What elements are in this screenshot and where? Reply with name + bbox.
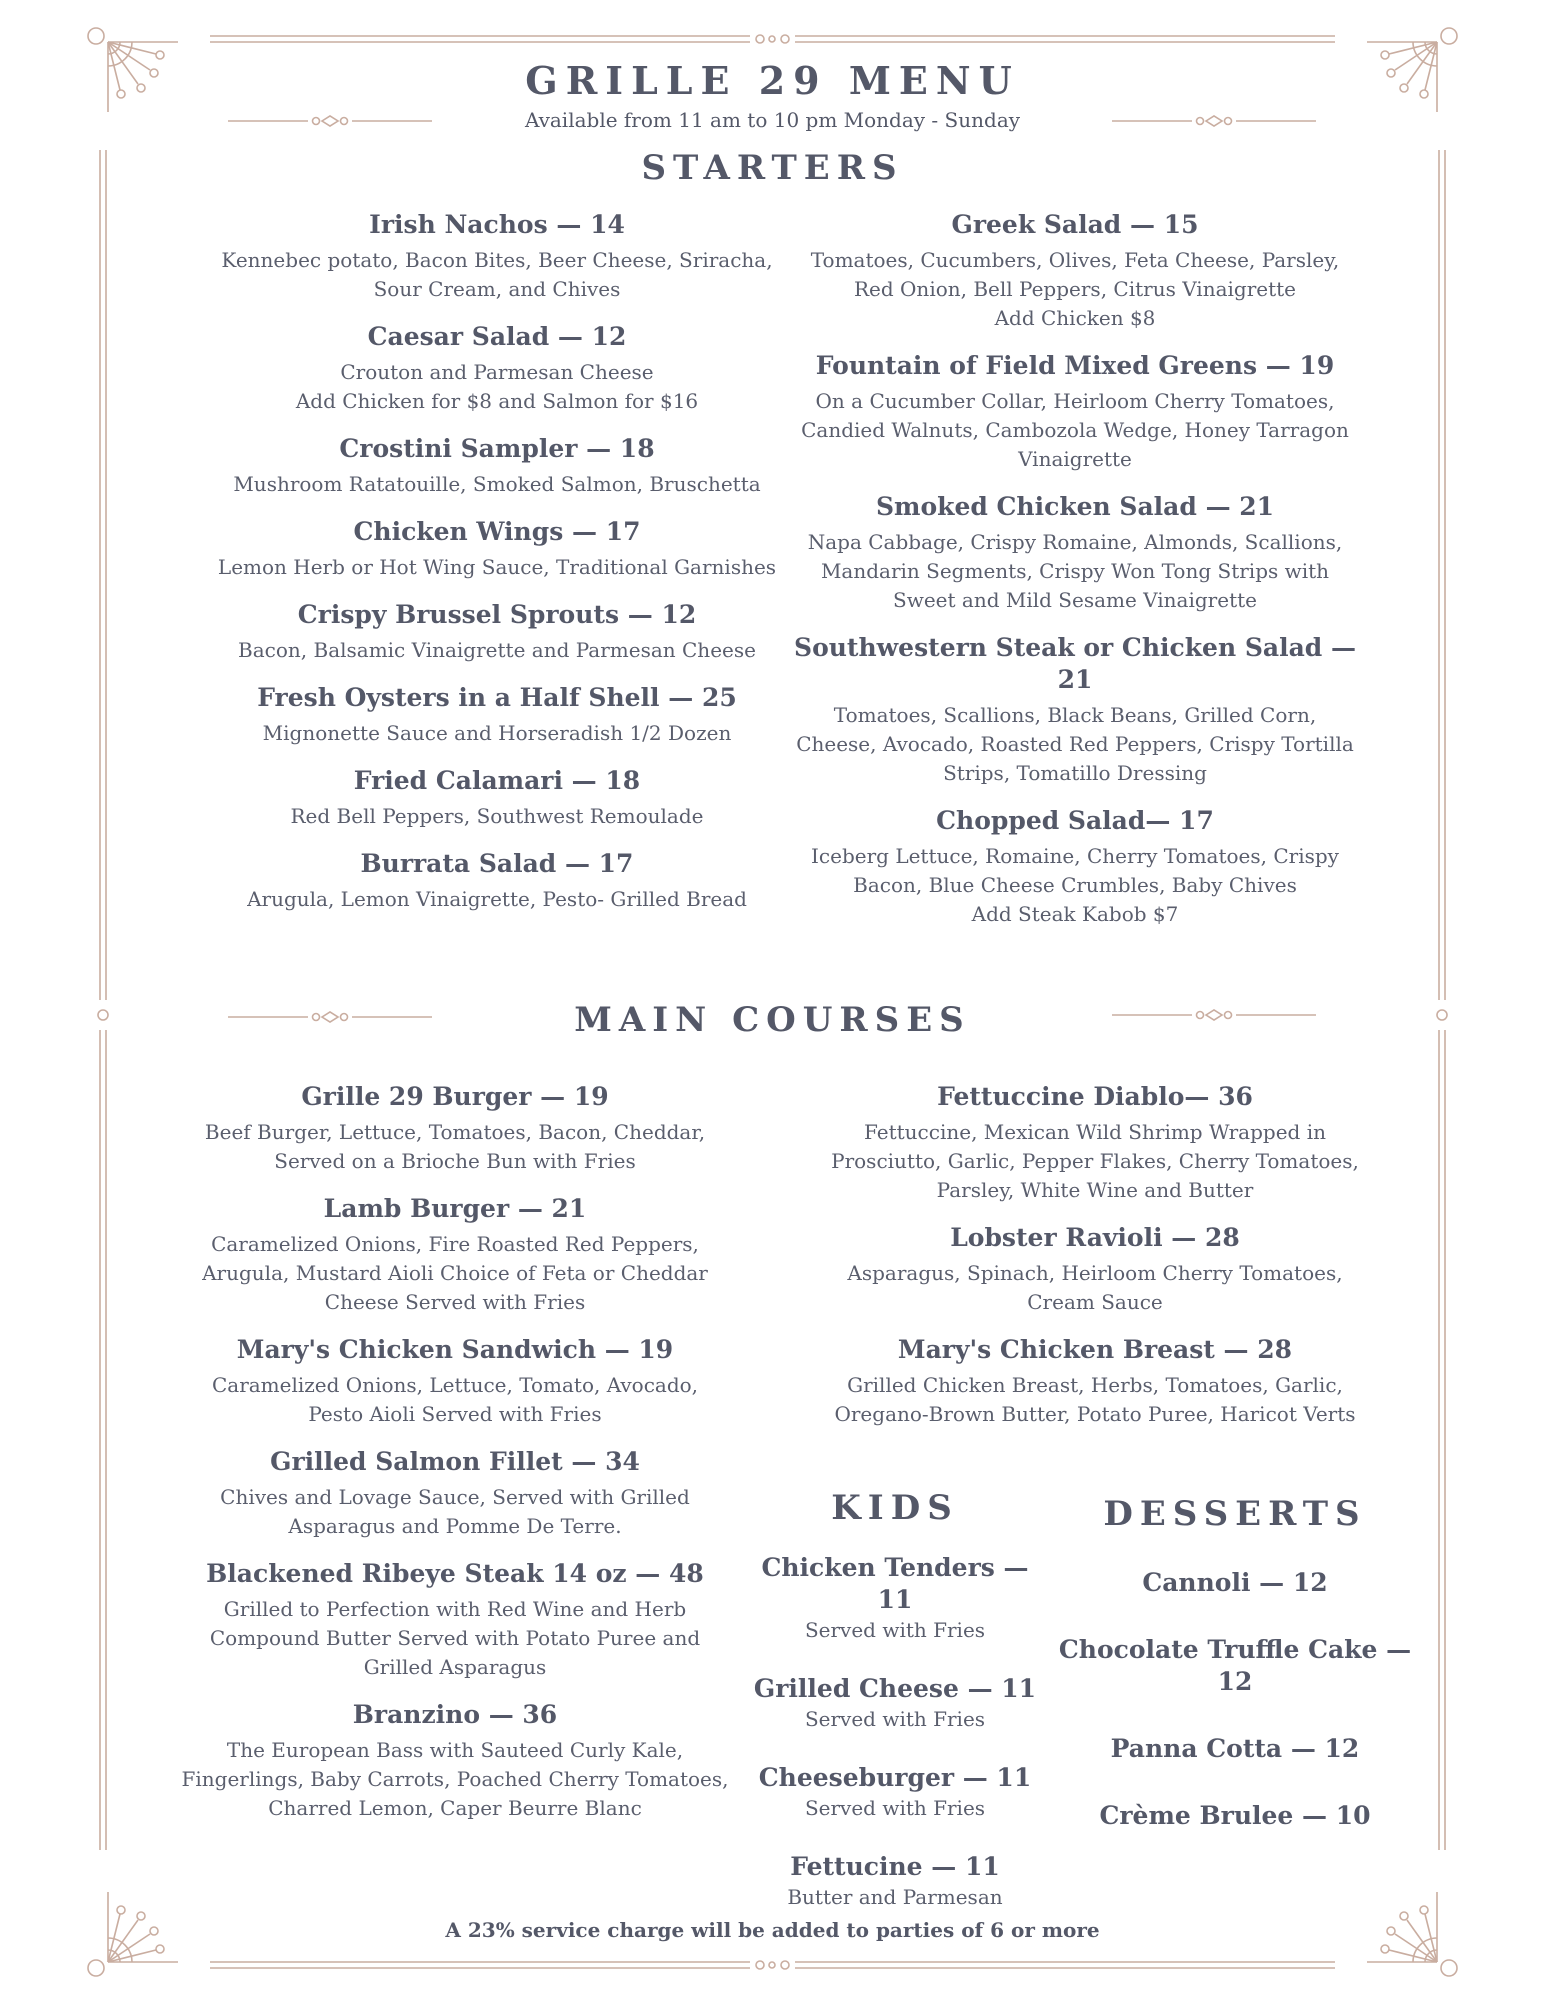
menu-item-name: Crostini Sampler — 18 [339,434,655,463]
menu-item-name: Branzino — 36 [352,1700,558,1729]
description-line: Grilled Chicken Breast, Herbs, Tomatoes, Garlic, [847,1373,1343,1397]
description-line: Parsley, White Wine and Butter [936,1178,1254,1202]
menu-item-name: Grilled Salmon Fillet — 34 [270,1447,640,1476]
description-line: Cheese, Avocado, Roasted Red Peppers, Crispy Tortilla [796,732,1354,756]
description-line: Strips, Tomatillo Dressing [943,761,1207,785]
menu-item [197,682,797,748]
menu-item-description [745,1616,1045,1645]
description-line: Served with Fries [804,1707,986,1731]
menu-item-description [160,1118,750,1176]
description-line: Oregano-Brown Butter, Potato Puree, Haricot Verts [834,1402,1356,1426]
description-line: Beef Burger, Lettuce, Tomatoes, Bacon, Cheddar, [204,1120,706,1144]
menu-item [197,848,797,914]
description-line: Caramelized Onions, Lettuce, Tomato, Avocado, [211,1373,699,1397]
menu-item [160,1558,750,1682]
description-line: Red Onion, Bell Peppers, Citrus Vinaigrette [853,277,1297,301]
description-line: Charred Lemon, Caper Beurre Blanc [268,1796,642,1820]
description-line: Asparagus, Spinach, Heirloom Cherry Tomatoes, [847,1261,1343,1285]
menu-item-description [780,701,1370,788]
description-line: Arugula, Lemon Vinaigrette, Pesto- Grilled Bread [247,887,747,911]
starters-right-column [780,209,1370,946]
menu-item [1045,1634,1425,1698]
kids-column [745,1552,1045,1940]
menu-item-name: Irish Nachos — 14 [369,210,625,239]
description-line: Mushroom Ratatouille, Smoked Salmon, Bruschetta [233,472,761,496]
menu-item [745,1762,1045,1823]
menu-item-description [780,842,1370,929]
menu-item [810,1334,1380,1429]
menu-item [1045,1567,1425,1599]
description-line: Tomatoes, Scallions, Black Beans, Grilled Corn, [833,703,1317,727]
starters-left-column [197,209,797,931]
description-line: Mandarin Segments, Crispy Won Tong Strips with [820,559,1330,583]
description-line: Bacon, Balsamic Vinaigrette and Parmesan Cheese [238,638,756,662]
menu-item-name: Smoked Chicken Salad — 21 [875,492,1275,521]
description-line: The European Bass with Sauteed Curly Kale, [226,1738,684,1762]
menu-item-name: Mary's Chicken Sandwich — 19 [236,1335,674,1364]
menu-item-description [197,470,797,499]
menu-item-name: Grilled Cheese — 11 [753,1674,1037,1703]
menu-item-name: Fried Calamari — 18 [353,766,641,795]
menu-item-description [160,1230,750,1317]
menu-item-name: Caesar Salad — 12 [367,322,627,351]
desserts-column [1045,1567,1425,1867]
menu-item-description [197,636,797,665]
menu-item-description [197,719,797,748]
menu-item [197,433,797,499]
menu-item-description [810,1371,1380,1429]
menu-item [810,1222,1380,1317]
menu-item-description [160,1595,750,1682]
description-line: Mignonette Sauce and Horseradish 1/2 Dozen [262,721,732,745]
description-line: Served on a Brioche Bun with Fries [274,1149,636,1173]
menu-item-name: Greek Salad — 15 [951,210,1199,239]
description-line: Grilled to Perfection with Red Wine and Herb [223,1597,687,1621]
menu-item-name: Burrata Salad — 17 [360,849,634,878]
menu-item-description [810,1118,1380,1205]
menu-item-name: Southwestern Steak or Chicken Salad — 21 [794,633,1356,694]
menu-item-description [197,885,797,914]
menu-item-name: Chopped Salad— 17 [936,806,1214,835]
menu-item [160,1081,750,1176]
menu-item-name: Lamb Burger — 21 [323,1194,587,1223]
description-line: Sour Cream, and Chives [373,277,621,301]
menu-item-description [745,1883,1045,1912]
menu-item [197,599,797,665]
menu-item [197,209,797,304]
desserts-heading: DESSERTS [1103,1494,1367,1534]
menu-item-description [745,1705,1045,1734]
menu-item-name: Chicken Wings — 17 [353,517,641,546]
menu-subtitle: Available from 11 am to 10 pm Monday - Sunday [524,108,1021,132]
description-line: Served with Fries [804,1618,986,1642]
description-line: Add Chicken for $8 and Salmon for $16 [295,389,699,413]
menu-item [780,209,1370,333]
menu-item-description [780,528,1370,615]
service-charge-note: A 23% service charge will be added to parties of 6 or more [445,1918,1100,1942]
description-line: Napa Cabbage, Crispy Romaine, Almonds, Scallions, [807,530,1343,554]
menu-item-name: Crème Brulee — 10 [1099,1801,1371,1830]
description-line: Red Bell Peppers, Southwest Remoulade [290,804,704,828]
menu-item [1045,1800,1425,1832]
menu-item [160,1334,750,1429]
menu-item-name: Fettuccine Diablo— 36 [937,1082,1253,1111]
menu-item-description [780,387,1370,474]
description-line: Kennebec potato, Bacon Bites, Beer Cheese, Sriracha, [221,248,773,272]
menu-item-name: Lobster Ravioli — 28 [950,1223,1240,1252]
description-line: Asparagus and Pomme De Terre. [288,1514,622,1538]
menu-item-description [780,246,1370,333]
menu-item [780,350,1370,474]
description-line: Arugula, Mustard Aioli Choice of Feta or Cheddar [202,1261,708,1285]
menu-item [745,1552,1045,1645]
starters-heading: STARTERS [641,148,904,188]
menu-item [745,1673,1045,1734]
menu-item-name: Grille 29 Burger — 19 [301,1082,609,1111]
menu-item [810,1081,1380,1205]
kids-heading: KIDS [831,1488,959,1528]
description-line: Cheese Served with Fries [324,1290,586,1314]
menu-item-name: Chicken Tenders — 11 [761,1553,1029,1614]
description-line: On a Cucumber Collar, Heirloom Cherry Tomatoes, [815,389,1335,413]
menu-item-name: Crispy Brussel Sprouts — 12 [297,600,697,629]
description-line: Add Chicken $8 [994,306,1156,330]
menu-item-description [160,1483,750,1541]
menu-item [160,1699,750,1823]
description-line: Butter and Parmesan [787,1885,1003,1909]
menu-item-description [197,802,797,831]
menu-item-description [197,358,797,416]
menu-item-name: Fettucine — 11 [790,1852,1000,1881]
description-line: Grilled Asparagus [363,1655,547,1679]
description-line: Iceberg Lettuce, Romaine, Cherry Tomatoes, Crispy [811,844,1339,868]
menu-item-name: Cannoli — 12 [1142,1568,1328,1597]
description-line: Prosciutto, Garlic, Pepper Flakes, Cherry Tomatoes, [831,1149,1359,1173]
menu-item-description [160,1371,750,1429]
description-line: Vinaigrette [1018,447,1132,471]
menu-item-name: Mary's Chicken Breast — 28 [897,1335,1293,1364]
main-courses-heading: MAIN COURSES [574,1000,971,1040]
menu-item [1045,1733,1425,1765]
description-line: Sweet and Mild Sesame Vinaigrette [893,588,1257,612]
description-line: Pesto Aioli Served with Fries [308,1402,602,1426]
menu-item [780,805,1370,929]
menu-item-name: Chocolate Truffle Cake — 12 [1058,1635,1412,1696]
description-line: Lemon Herb or Hot Wing Sauce, Traditional Garnishes [217,555,777,579]
menu-item-description [197,246,797,304]
mains-right-column [810,1081,1380,1446]
menu-item-name: Cheeseburger — 11 [758,1763,1032,1792]
mains-left-column [160,1081,750,1840]
menu-item-description [745,1794,1045,1823]
menu-title: GRILLE 29 MENU [525,58,1020,103]
menu-item [745,1851,1045,1912]
description-line: Tomatoes, Cucumbers, Olives, Feta Cheese, Parsley, [810,248,1340,272]
description-line: Fettuccine, Mexican Wild Shrimp Wrapped in [863,1120,1326,1144]
description-line: Add Steak Kabob $7 [971,902,1179,926]
menu-item-name: Fountain of Field Mixed Greens — 19 [815,351,1335,380]
description-line: Served with Fries [804,1796,986,1820]
description-line: Crouton and Parmesan Cheese [340,360,654,384]
description-line: Chives and Lovage Sauce, Served with Grilled [220,1485,690,1509]
menu-item [197,321,797,416]
description-line: Compound Butter Served with Potato Puree and [209,1626,701,1650]
menu-item-description [160,1736,750,1823]
description-line: Candied Walnuts, Cambozola Wedge, Honey Tarragon [801,418,1349,442]
menu-item [197,765,797,831]
menu-item [160,1446,750,1541]
menu-item-name: Blackened Ribeye Steak 14 oz — 48 [206,1559,704,1588]
menu-item-description [810,1259,1380,1317]
menu-item [197,516,797,582]
menu-item [780,632,1370,788]
menu-item [780,491,1370,615]
description-line: Bacon, Blue Cheese Crumbles, Baby Chives [853,873,1297,897]
description-line: Fingerlings, Baby Carrots, Poached Cherry Tomatoes, [181,1767,729,1791]
menu-item-description [197,553,797,582]
menu-item-name: Panna Cotta — 12 [1110,1734,1360,1763]
description-line: Cream Sauce [1027,1290,1163,1314]
menu-item-name: Fresh Oysters in a Half Shell — 25 [257,683,737,712]
description-line: Caramelized Onions, Fire Roasted Red Peppers, [211,1232,699,1256]
menu-item [160,1193,750,1317]
